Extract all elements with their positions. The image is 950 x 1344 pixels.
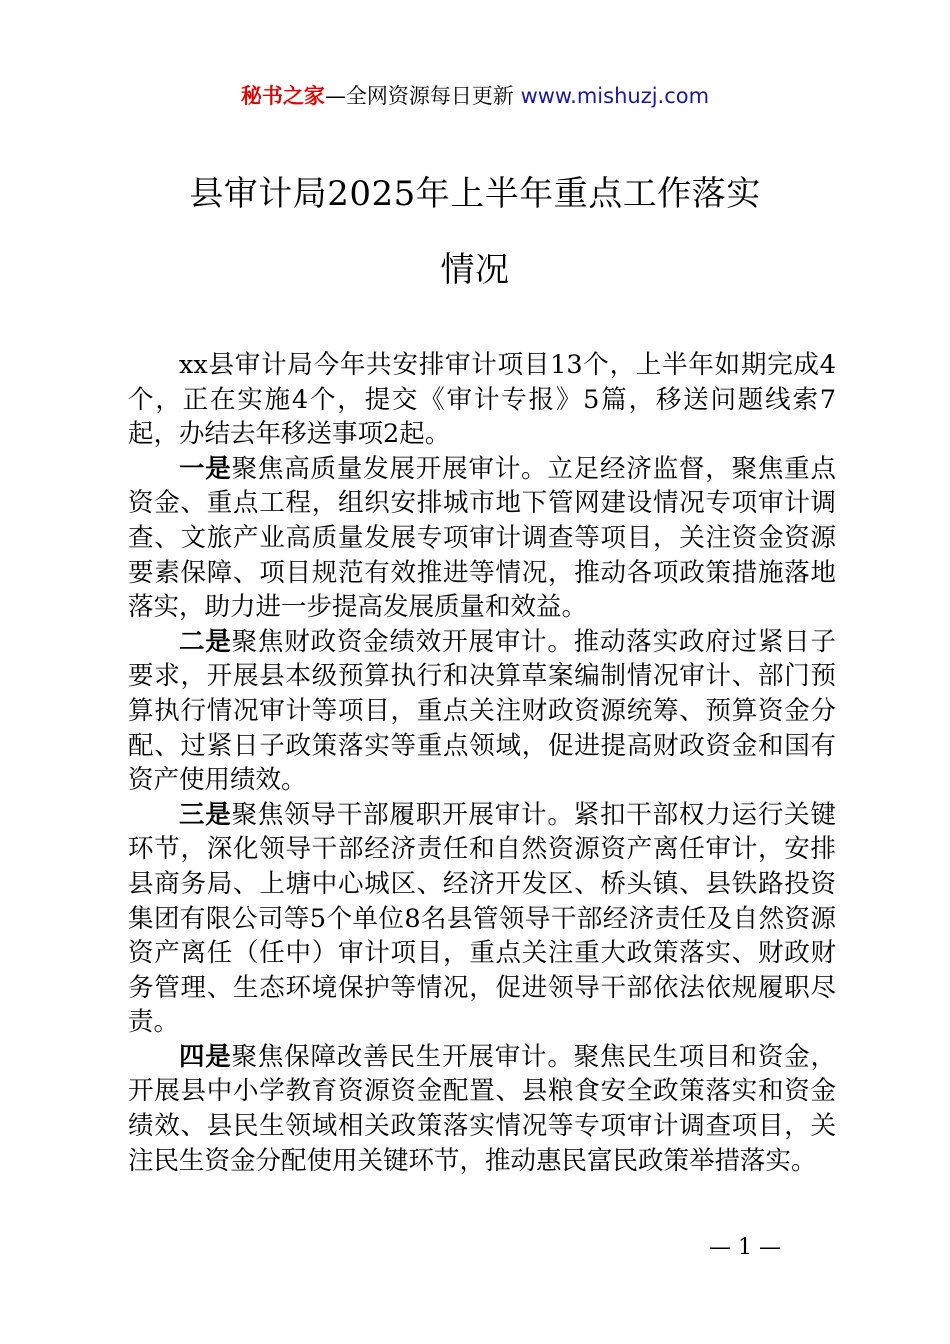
section-lead-1: 一是 [179,453,232,484]
document-title-line-1: 县审计局2025年上半年重点工作落实 [189,174,761,214]
page-number: — 1 — [709,1235,781,1260]
section-lead-3: 三是 [179,799,232,830]
section-paragraph-4 [128,1040,836,1178]
document-body [128,348,836,1178]
intro-paragraph: xx县审计局今年共安排审计项目13个，上半年如期完成4个，正在实施4个，提交《审计专报》5篇，移送问题线索7起，办结去年移送事项2起。 [128,350,836,450]
section-text-3: 聚焦领导干部履职开展审计。紧扣干部权力运行关键环节，深化领导干部经济责任和自然资源资产离任审计，安排县商务局、上塘中心城区、经济开发区、桥头镇、县铁路投资集团有限公司等5个单位8名县管领导干部经济责任及自然资源资产离任（任中）审计项目，重点关注重大政策落实、财政财务管理、生态环境保护等情况，促进领导干部依法依规履职尽责。 [128,799,836,1038]
section-paragraph-2 [128,625,836,798]
section-lead-4: 四是 [179,1041,232,1072]
section-paragraph-3 [128,798,836,1040]
document-title-line-2: 情况 [440,250,510,290]
section-lead-2: 二是 [179,626,232,657]
section-text-1: 聚焦高质量发展开展审计。立足经济监督，聚焦重点资金、重点工程，组织安排城市地下管网建设情况专项审计调查、文旅产业高质量发展专项审计调查等项目，关注资金资源要素保障、项目规范有效推进等情况，推动各项政策措施落地落实，助力进一步提高发展质量和效益。 [128,453,836,623]
site-url-link[interactable]: www.mishuzj.com [520,84,710,108]
site-tagline: —全网资源每日更新 [324,84,514,108]
site-brand: 秘书之家 [240,84,325,108]
document-title [0,156,950,308]
section-text-4: 聚焦保障改善民生开展审计。聚焦民生项目和资金，开展县中小学教育资源资金配置、县粮食安全政策落实和资金绩效、县民生领域相关政策落实情况等专项审计调查项目，关注民生资金分配使用关键环节，推动惠民富民政策举措落实。 [128,1041,836,1176]
section-paragraph-1 [128,452,836,625]
section-text-2: 聚焦财政资金绩效开展审计。推动落实政府过紧日子要求，开展县本级预算执行和决算草案编制情况审计、部门预算执行情况审计等项目，重点关注财政资源统筹、预算资金分配、过紧日子政策落实等重点领域，促进提高财政资金和国有资产使用绩效。 [128,626,836,796]
site-header [0,80,950,112]
